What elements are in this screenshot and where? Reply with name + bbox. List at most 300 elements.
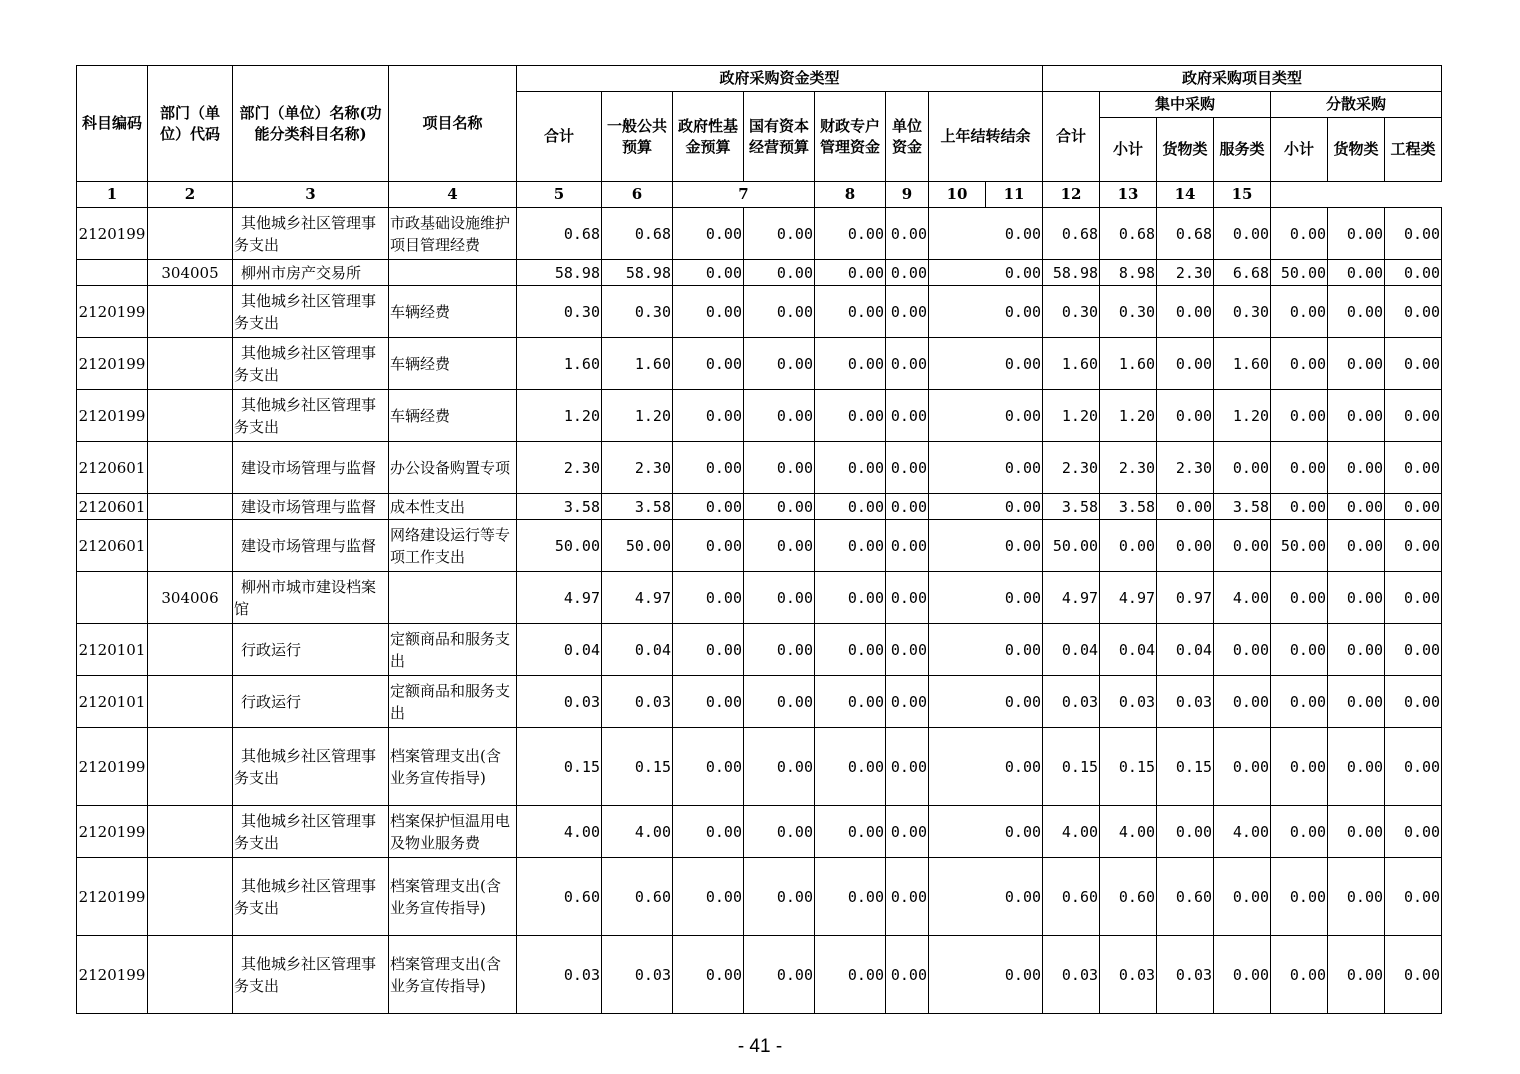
subject-code-cell: 2120101 — [77, 624, 148, 676]
value-cell: 0.00 — [1214, 520, 1271, 572]
header-general-budget: 一般公共预算 — [602, 92, 673, 182]
table-row — [77, 806, 1442, 858]
table-row — [77, 624, 1442, 676]
table-row — [77, 260, 1442, 286]
value-cell: 0.00 — [673, 338, 744, 390]
value-cell: 0.00 — [815, 806, 886, 858]
value-cell: 0.00 — [1157, 390, 1214, 442]
value-cell: 0.00 — [815, 338, 886, 390]
dept-name-cell: 其他城乡社区管理事务支出 — [233, 338, 389, 390]
value-cell: 0.00 — [886, 936, 929, 1014]
value-cell: 0.03 — [1100, 676, 1157, 728]
value-cell: 0.00 — [1328, 260, 1385, 286]
value-cell: 0.00 — [929, 936, 1043, 1014]
value-cell: 1.20 — [602, 390, 673, 442]
value-cell: 0.00 — [673, 286, 744, 338]
value-cell: 0.97 — [1157, 572, 1214, 624]
column-index: 5 — [517, 182, 602, 208]
value-cell: 0.00 — [1271, 442, 1328, 494]
value-cell: 0.00 — [1328, 572, 1385, 624]
dept-code-cell — [148, 728, 233, 806]
value-cell: 0.03 — [1043, 936, 1100, 1014]
subject-code-cell: 2120601 — [77, 442, 148, 494]
project-name-cell: 车辆经费 — [389, 338, 517, 390]
value-cell: 3.58 — [602, 494, 673, 520]
subject-code-cell: 2120199 — [77, 936, 148, 1014]
value-cell: 0.00 — [929, 390, 1043, 442]
dept-name-cell: 行政运行 — [233, 676, 389, 728]
value-cell: 0.00 — [1328, 286, 1385, 338]
value-cell: 0.03 — [1157, 676, 1214, 728]
dept-name-cell: 柳州市房产交易所 — [233, 260, 389, 286]
value-cell: 0.04 — [517, 624, 602, 676]
subject-code-cell: 2120199 — [77, 390, 148, 442]
header-d-subtotal: 小计 — [1271, 118, 1328, 182]
value-cell: 0.60 — [1100, 858, 1157, 936]
value-cell: 2.30 — [1043, 442, 1100, 494]
header-centralized: 集中采购 — [1100, 92, 1271, 118]
dept-name-cell: 柳州市城市建设档案馆 — [233, 572, 389, 624]
value-cell: 0.00 — [886, 806, 929, 858]
value-cell: 0.15 — [1100, 728, 1157, 806]
value-cell: 0.00 — [1157, 806, 1214, 858]
value-cell: 0.00 — [886, 390, 929, 442]
value-cell: 0.00 — [929, 572, 1043, 624]
value-cell: 0.00 — [1157, 286, 1214, 338]
value-cell: 0.00 — [673, 936, 744, 1014]
subject-code-cell: 2120199 — [77, 858, 148, 936]
table-row — [77, 520, 1442, 572]
header-total-2: 合计 — [1043, 92, 1100, 182]
value-cell: 0.03 — [602, 936, 673, 1014]
value-cell: 2.30 — [517, 442, 602, 494]
project-name-cell: 车辆经费 — [389, 286, 517, 338]
value-cell: 0.03 — [602, 676, 673, 728]
value-cell: 0.00 — [815, 208, 886, 260]
value-cell: 0.04 — [1100, 624, 1157, 676]
value-cell: 0.30 — [1043, 286, 1100, 338]
subject-code-cell: 2120199 — [77, 208, 148, 260]
value-cell: 0.00 — [1385, 858, 1442, 936]
value-cell: 1.20 — [1043, 390, 1100, 442]
value-cell: 0.03 — [517, 936, 602, 1014]
dept-code-cell — [148, 858, 233, 936]
value-cell: 0.00 — [673, 520, 744, 572]
table-row — [77, 390, 1442, 442]
value-cell: 0.00 — [1385, 390, 1442, 442]
project-name-cell: 定额商品和服务支出 — [389, 624, 517, 676]
column-index: 9 — [886, 182, 929, 208]
value-cell: 0.60 — [1157, 858, 1214, 936]
table-header — [77, 66, 1442, 208]
value-cell: 0.00 — [1214, 936, 1271, 1014]
value-cell: 2.30 — [1157, 260, 1214, 286]
value-cell: 0.00 — [886, 728, 929, 806]
value-cell: 0.00 — [815, 286, 886, 338]
value-cell: 0.00 — [744, 858, 815, 936]
project-name-cell: 办公设备购置专项 — [389, 442, 517, 494]
value-cell: 0.68 — [1043, 208, 1100, 260]
value-cell: 0.03 — [1157, 936, 1214, 1014]
value-cell: 1.20 — [1214, 390, 1271, 442]
value-cell: 0.00 — [1385, 520, 1442, 572]
value-cell: 0.00 — [1328, 806, 1385, 858]
value-cell: 0.68 — [1100, 208, 1157, 260]
value-cell: 0.00 — [1271, 858, 1328, 936]
value-cell: 0.00 — [886, 572, 929, 624]
value-cell: 0.00 — [673, 728, 744, 806]
value-cell: 0.00 — [1328, 624, 1385, 676]
table-row — [77, 442, 1442, 494]
value-cell: 0.00 — [1385, 338, 1442, 390]
value-cell: 0.00 — [929, 624, 1043, 676]
value-cell: 0.00 — [886, 208, 929, 260]
value-cell: 0.00 — [673, 624, 744, 676]
value-cell: 0.00 — [929, 858, 1043, 936]
project-name-cell: 网络建设运行等专项工作支出 — [389, 520, 517, 572]
value-cell: 0.15 — [602, 728, 673, 806]
value-cell: 58.98 — [1043, 260, 1100, 286]
table-row — [77, 728, 1442, 806]
subject-code-cell: 2120199 — [77, 728, 148, 806]
value-cell: 1.60 — [1043, 338, 1100, 390]
column-index: 1 — [77, 182, 148, 208]
dept-name-cell: 其他城乡社区管理事务支出 — [233, 286, 389, 338]
value-cell: 0.00 — [929, 520, 1043, 572]
header-subject-code: 科目编码 — [77, 66, 148, 182]
value-cell: 1.60 — [602, 338, 673, 390]
column-index: 12 — [1043, 182, 1100, 208]
value-cell: 0.00 — [886, 520, 929, 572]
value-cell: 0.00 — [744, 728, 815, 806]
value-cell: 0.00 — [744, 676, 815, 728]
value-cell: 0.00 — [886, 286, 929, 338]
value-cell: 0.00 — [929, 286, 1043, 338]
header-c-goods: 货物类 — [1157, 118, 1214, 182]
value-cell: 0.00 — [1214, 728, 1271, 806]
value-cell: 58.98 — [602, 260, 673, 286]
value-cell: 0.00 — [1214, 676, 1271, 728]
value-cell: 0.00 — [1271, 208, 1328, 260]
value-cell: 0.00 — [1328, 676, 1385, 728]
header-dept-code: 部门（单位）代码 — [148, 66, 233, 182]
value-cell: 0.00 — [886, 676, 929, 728]
table-row — [77, 338, 1442, 390]
value-cell: 0.00 — [673, 208, 744, 260]
value-cell: 0.00 — [1328, 338, 1385, 390]
table-row — [77, 286, 1442, 338]
header-fund-budget: 政府性基金预算 — [673, 92, 744, 182]
value-cell: 0.00 — [1328, 520, 1385, 572]
value-cell: 0.00 — [1157, 494, 1214, 520]
value-cell: 0.00 — [673, 858, 744, 936]
dept-name-cell: 行政运行 — [233, 624, 389, 676]
value-cell: 0.00 — [1385, 572, 1442, 624]
dept-name-cell: 其他城乡社区管理事务支出 — [233, 806, 389, 858]
value-cell: 0.00 — [673, 442, 744, 494]
value-cell: 0.00 — [815, 442, 886, 494]
value-cell: 0.15 — [1157, 728, 1214, 806]
value-cell: 0.00 — [929, 442, 1043, 494]
subject-code-cell: 2120101 — [77, 676, 148, 728]
dept-code-cell — [148, 390, 233, 442]
value-cell: 0.00 — [1328, 728, 1385, 806]
value-cell: 0.00 — [929, 806, 1043, 858]
value-cell: 50.00 — [1271, 520, 1328, 572]
dept-code-cell — [148, 208, 233, 260]
value-cell: 0.00 — [1271, 338, 1328, 390]
value-cell: 0.00 — [1328, 442, 1385, 494]
value-cell: 0.00 — [929, 260, 1043, 286]
project-name-cell — [389, 260, 517, 286]
value-cell: 0.30 — [1214, 286, 1271, 338]
value-cell: 0.00 — [1214, 624, 1271, 676]
value-cell: 0.15 — [1043, 728, 1100, 806]
value-cell: 0.00 — [929, 208, 1043, 260]
value-cell: 4.00 — [1214, 572, 1271, 624]
value-cell: 4.00 — [602, 806, 673, 858]
project-name-cell: 档案管理支出(含业务宣传指导) — [389, 858, 517, 936]
column-index: 11 — [986, 182, 1043, 208]
value-cell: 1.60 — [1100, 338, 1157, 390]
value-cell: 0.00 — [815, 390, 886, 442]
value-cell: 2.30 — [1100, 442, 1157, 494]
value-cell: 50.00 — [1271, 260, 1328, 286]
value-cell: 4.97 — [1100, 572, 1157, 624]
table-row — [77, 494, 1442, 520]
value-cell: 1.20 — [1100, 390, 1157, 442]
value-cell: 0.00 — [1100, 520, 1157, 572]
header-d-goods: 货物类 — [1328, 118, 1385, 182]
dept-code-cell — [148, 286, 233, 338]
header-d-engineering: 工程类 — [1385, 118, 1442, 182]
value-cell: 0.00 — [1385, 676, 1442, 728]
page-number: - 41 - — [737, 1036, 783, 1057]
value-cell: 0.00 — [1271, 494, 1328, 520]
value-cell: 0.00 — [673, 572, 744, 624]
value-cell: 0.00 — [744, 806, 815, 858]
subject-code-cell: 2120601 — [77, 520, 148, 572]
value-cell: 0.03 — [517, 676, 602, 728]
value-cell: 4.00 — [1214, 806, 1271, 858]
column-index: 4 — [389, 182, 517, 208]
value-cell: 0.60 — [517, 858, 602, 936]
value-cell: 0.00 — [1385, 286, 1442, 338]
value-cell: 0.03 — [1043, 676, 1100, 728]
value-cell: 0.00 — [673, 390, 744, 442]
dept-name-cell: 其他城乡社区管理事务支出 — [233, 208, 389, 260]
value-cell: 0.30 — [1100, 286, 1157, 338]
value-cell: 0.00 — [1271, 936, 1328, 1014]
value-cell: 50.00 — [517, 520, 602, 572]
value-cell: 0.00 — [929, 338, 1043, 390]
value-cell: 0.00 — [744, 260, 815, 286]
value-cell: 0.00 — [1214, 858, 1271, 936]
value-cell: 0.00 — [1214, 208, 1271, 260]
project-name-cell: 档案保护恒温用电及物业服务费 — [389, 806, 517, 858]
project-name-cell: 定额商品和服务支出 — [389, 676, 517, 728]
value-cell: 0.00 — [929, 676, 1043, 728]
dept-code-cell — [148, 338, 233, 390]
value-cell: 50.00 — [602, 520, 673, 572]
value-cell: 0.60 — [602, 858, 673, 936]
value-cell: 0.00 — [744, 494, 815, 520]
value-cell: 0.00 — [1271, 390, 1328, 442]
header-decentralized: 分散采购 — [1271, 92, 1442, 118]
header-c-service: 服务类 — [1214, 118, 1271, 182]
value-cell: 4.97 — [517, 572, 602, 624]
value-cell: 0.00 — [815, 728, 886, 806]
table-row — [77, 858, 1442, 936]
project-name-cell: 成本性支出 — [389, 494, 517, 520]
value-cell: 0.60 — [1043, 858, 1100, 936]
value-cell: 58.98 — [517, 260, 602, 286]
value-cell: 0.00 — [744, 442, 815, 494]
value-cell: 0.30 — [517, 286, 602, 338]
column-index: 7 — [673, 182, 815, 208]
procurement-budget-table — [76, 65, 1442, 1014]
header-special-fund: 财政专户管理资金 — [815, 92, 886, 182]
header-state-capital: 国有资本经营预算 — [744, 92, 815, 182]
value-cell: 0.00 — [1385, 442, 1442, 494]
value-cell: 0.00 — [673, 676, 744, 728]
value-cell: 4.97 — [602, 572, 673, 624]
value-cell: 0.00 — [673, 260, 744, 286]
value-cell: 0.00 — [886, 442, 929, 494]
column-index: 8 — [815, 182, 886, 208]
header-unit-fund: 单位资金 — [886, 92, 929, 182]
value-cell: 6.68 — [1214, 260, 1271, 286]
value-cell: 0.68 — [1157, 208, 1214, 260]
value-cell: 0.00 — [1328, 390, 1385, 442]
value-cell: 0.00 — [1385, 624, 1442, 676]
dept-code-cell: 304005 — [148, 260, 233, 286]
value-cell: 0.00 — [673, 494, 744, 520]
value-cell: 0.00 — [886, 494, 929, 520]
dept-code-cell: 304006 — [148, 572, 233, 624]
project-name-cell: 档案管理支出(含业务宣传指导) — [389, 936, 517, 1014]
value-cell: 0.00 — [1328, 494, 1385, 520]
subject-code-cell — [77, 260, 148, 286]
value-cell: 0.00 — [744, 624, 815, 676]
value-cell: 3.58 — [1043, 494, 1100, 520]
value-cell: 0.00 — [929, 728, 1043, 806]
value-cell: 50.00 — [1043, 520, 1100, 572]
value-cell: 0.00 — [744, 936, 815, 1014]
dept-code-cell — [148, 806, 233, 858]
subject-code-cell — [77, 572, 148, 624]
dept-name-cell: 其他城乡社区管理事务支出 — [233, 728, 389, 806]
dept-name-cell: 建设市场管理与监督 — [233, 520, 389, 572]
value-cell: 0.04 — [602, 624, 673, 676]
value-cell: 0.00 — [1385, 260, 1442, 286]
value-cell: 0.00 — [1271, 728, 1328, 806]
value-cell: 0.00 — [815, 494, 886, 520]
header-fund-type-group: 政府采购资金类型 — [517, 66, 1043, 92]
value-cell: 2.30 — [602, 442, 673, 494]
dept-code-cell — [148, 494, 233, 520]
header-dept-name: 部门（单位）名称(功能分类科目名称) — [233, 66, 389, 182]
value-cell: 1.60 — [517, 338, 602, 390]
dept-code-cell — [148, 442, 233, 494]
column-index: 14 — [1157, 182, 1214, 208]
column-index: 13 — [1100, 182, 1157, 208]
value-cell: 0.00 — [815, 260, 886, 286]
value-cell: 0.00 — [1328, 208, 1385, 260]
value-cell: 0.00 — [886, 260, 929, 286]
dept-code-cell — [148, 936, 233, 1014]
value-cell: 0.00 — [815, 572, 886, 624]
column-index: 2 — [148, 182, 233, 208]
value-cell: 3.58 — [517, 494, 602, 520]
value-cell: 0.00 — [815, 520, 886, 572]
subject-code-cell: 2120199 — [77, 806, 148, 858]
value-cell: 0.00 — [1385, 806, 1442, 858]
value-cell: 0.00 — [815, 676, 886, 728]
value-cell: 0.30 — [602, 286, 673, 338]
value-cell: 3.58 — [1214, 494, 1271, 520]
value-cell: 0.00 — [1271, 624, 1328, 676]
table-body — [77, 208, 1442, 1014]
dept-code-cell — [148, 676, 233, 728]
value-cell: 0.00 — [1271, 806, 1328, 858]
value-cell: 0.00 — [1385, 936, 1442, 1014]
value-cell: 0.00 — [744, 208, 815, 260]
value-cell: 0.00 — [744, 390, 815, 442]
subject-code-cell: 2120199 — [77, 286, 148, 338]
value-cell: 0.03 — [1100, 936, 1157, 1014]
value-cell: 0.15 — [517, 728, 602, 806]
value-cell: 0.00 — [815, 858, 886, 936]
table-row — [77, 572, 1442, 624]
value-cell: 0.00 — [1328, 858, 1385, 936]
value-cell: 0.00 — [1271, 676, 1328, 728]
header-carryover: 上年结转结余 — [929, 92, 1043, 182]
value-cell: 0.00 — [1385, 728, 1442, 806]
column-index: 10 — [929, 182, 986, 208]
dept-name-cell: 建设市场管理与监督 — [233, 494, 389, 520]
value-cell: 0.00 — [1157, 338, 1214, 390]
dept-name-cell: 其他城乡社区管理事务支出 — [233, 936, 389, 1014]
table-row — [77, 676, 1442, 728]
value-cell: 1.60 — [1214, 338, 1271, 390]
value-cell: 0.00 — [744, 520, 815, 572]
value-cell: 0.00 — [815, 624, 886, 676]
value-cell: 0.00 — [929, 494, 1043, 520]
value-cell: 0.00 — [886, 338, 929, 390]
value-cell: 0.00 — [1157, 520, 1214, 572]
table-row — [77, 208, 1442, 260]
dept-code-cell — [148, 624, 233, 676]
table-row — [77, 936, 1442, 1014]
subject-code-cell: 2120199 — [77, 338, 148, 390]
dept-name-cell: 建设市场管理与监督 — [233, 442, 389, 494]
value-cell: 0.00 — [744, 286, 815, 338]
dept-name-cell: 其他城乡社区管理事务支出 — [233, 390, 389, 442]
value-cell: 0.00 — [886, 624, 929, 676]
dept-name-cell: 其他城乡社区管理事务支出 — [233, 858, 389, 936]
value-cell: 0.00 — [1214, 442, 1271, 494]
project-name-cell — [389, 572, 517, 624]
project-name-cell: 市政基础设施维护项目管理经费 — [389, 208, 517, 260]
value-cell: 0.00 — [1385, 208, 1442, 260]
subject-code-cell: 2120601 — [77, 494, 148, 520]
value-cell: 4.00 — [517, 806, 602, 858]
value-cell: 0.00 — [744, 572, 815, 624]
header-total: 合计 — [517, 92, 602, 182]
value-cell: 0.00 — [1271, 572, 1328, 624]
column-index: 6 — [602, 182, 673, 208]
